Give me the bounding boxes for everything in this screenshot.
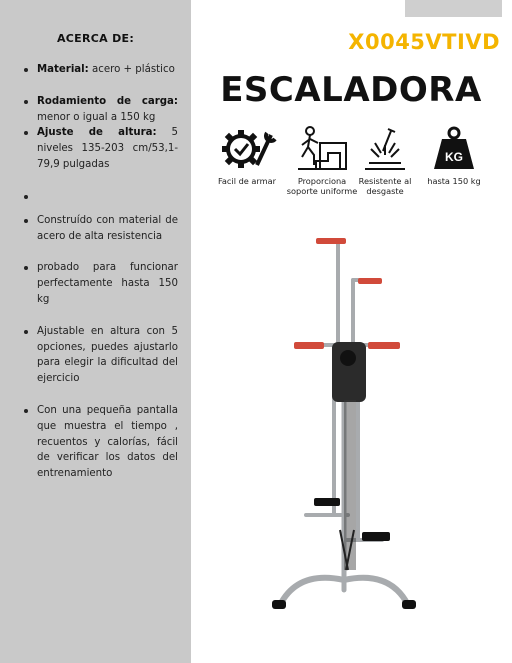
product-code: X0045VTIVD [348, 30, 500, 54]
feature-label: Proporciona soporte uniforme [286, 176, 358, 196]
spec-item-height: Ajuste de altura: 5 niveles 135-203 cm/53,1-79,9 pulgadas [22, 125, 178, 172]
climber-machine-image [258, 230, 418, 620]
feature-label: Resistente al desgaste [358, 176, 412, 196]
spec-item-load: Rodamiento de carga: menor o igual a 150 kg [22, 94, 178, 126]
corner-tab [405, 0, 502, 17]
kg-weight-icon [424, 125, 484, 173]
feature-label: hasta 150 kg [427, 176, 481, 186]
spec-item-empty [22, 189, 178, 201]
feature-label: Facil de armar [217, 176, 277, 186]
about-sidebar [0, 0, 191, 663]
person-climbing-stairs-icon [292, 125, 352, 173]
feature-easy-assembly [208, 125, 286, 186]
spec-list [22, 62, 178, 498]
feature-capacity [415, 125, 493, 186]
gear-wrench-check-icon [217, 125, 277, 173]
feature-wear-resistant [346, 125, 424, 196]
spec-item-material: Material: acero + plástico [22, 62, 178, 78]
spec-item-adjustable: Ajustable en altura con 5 opciones, puedes ajustarlo para elegir la dificultad del ejercicio [22, 324, 178, 387]
about-heading: ACERCA DE: [56, 32, 135, 45]
svg-text:KG: KG [445, 150, 463, 164]
spec-item-tested: probado para funcionar perfectamente hasta 150 kg [22, 260, 178, 307]
nail-impact-icon [355, 125, 415, 173]
spec-item-steel: Construído con material de acero de alta resistencia [22, 213, 178, 245]
product-title: ESCALADORA [220, 70, 482, 110]
spec-item-display: Con una pequeña pantalla que muestra el tiempo , recuentos y calorías, fácil de verificar los datos del entrenamiento [22, 403, 178, 482]
